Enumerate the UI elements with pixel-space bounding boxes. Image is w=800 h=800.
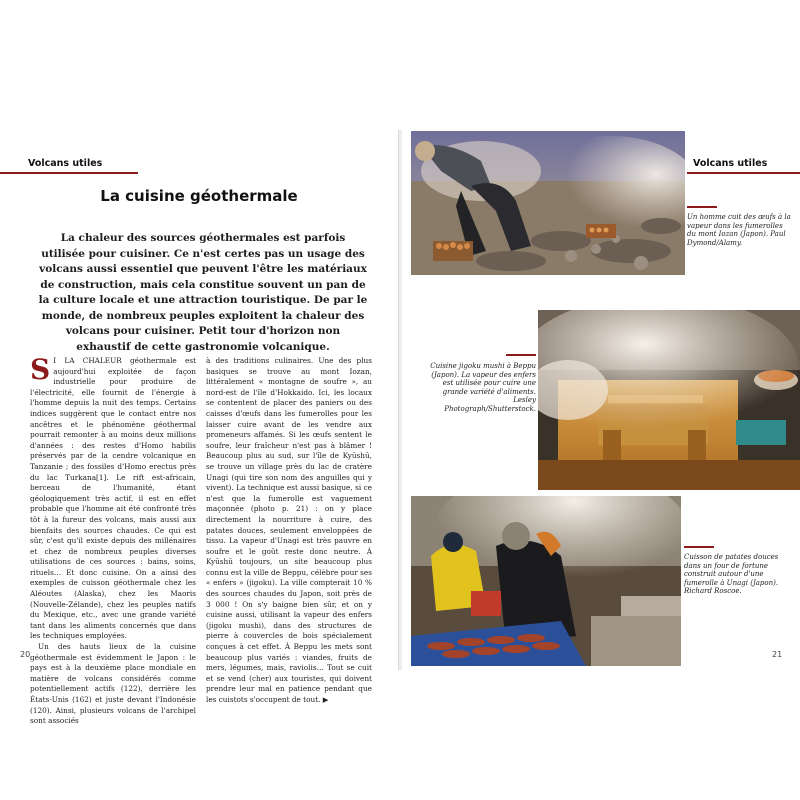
section-label-right: Volcans utiles [687, 158, 800, 174]
paragraph [30, 353, 196, 642]
photo-iozan-eggs [411, 131, 685, 275]
photo3-caption: Cuisson de patates douces dans un four de fortune construit autour d'une fumerolle à Unagi (Japon). Richard Roscoe. [684, 553, 779, 596]
drop-cap: S [30, 353, 51, 386]
page-number-left: 20 [20, 650, 31, 659]
photo-beppu-jigoku [538, 310, 800, 490]
text-column-2 [206, 356, 372, 706]
photo1-caption: Un homme cuit des œufs à la vapeur dans les fumerolles du mont Iozan (Japon). Paul Dymond/Alamy. [687, 213, 791, 247]
photo-unagi-sweet-potatoes [411, 496, 681, 666]
section-label-left: Volcans utiles [0, 158, 138, 174]
caption-accent-bar [684, 546, 714, 548]
paragraph: à des traditions culinaires. Une des plus basiques se trouve au mont Iozan, littéralement « montagne de soufre », au nord-est de l'île d'Hokkaido. Ici, les locaux se contentent de placer des paniers ou des caisses d'œufs dans les fumerolles pour les laisser cuire avant de les vendre aux promeneurs affamés. Si les œufs sentent le soufre, leur fraîcheur n'est pas à blâmer ! Beaucoup plus au sud, sur l'île de Kyūshū, se trouve un village près du lac de cratère Unagi (qui tire son nom des anguilles qui y vivent). La technique est aussi basique, si ce n'est que la fumerolle est vaguement maçonnée (photo p. 21) : on y place directement la nourriture à cuire, des patates douces, seulement enveloppées de tissu. La vapeur d'Unagi est très pauvre en soufre et le goût reste donc neutre. À Kyūshū toujours, un site beaucoup plus connu est la ville de Beppu, célèbre pour ses « enfers » (jigoku). La ville compterait 10 % des sources chaudes du Japon, soit près de 3 000 ! On s'y baigne bien sûr, et on y cuisine aussi, utilisant la vapeur des enfers (jigoku mushi), dans des structures de pierre à couvercles de bois spécialement conçues à cet effet. À Beppu les mets sont beaucoup plus variés : viandes, fruits de mers, légumes, mais, raviolis… Tout se cuit et se vend (cher) aux touristes, qui doivent prendre leur mal en patience pendant que les cuistots s'occupent de tout. ▶ [206, 356, 372, 704]
article-lead: La chaleur des sources géothermales est parfois utilisée pour cuisiner. Ce n'est certes pas un usage des volcans aussi essentiel que peuvent l'être les matériaux de construction, mais cela constitue souvent un pan de la culture locale et une attraction touristique. De par le monde, de nombreux peuples exploitent la chaleur des volcans pour cuisiner. Petit tour d'horizon non exhaustif de cette gastronomie volcanique. [38, 232, 368, 353]
photo-beppu-jigoku-image [538, 310, 800, 490]
paragraph-text: I LA CHALEUR géothermale est aujourd'hui exploitée de façon industrielle pour produire de l'électricité, elle fournit de l'énergie à l'homme depuis la nuit des temps. Certains indices suggèrent que le contact entre nos ancêtres et le phénomène géothermal pourrait remonter à au moins deux millions d'années : des restes d'Homo habilis préservés par de la cendre volcanique en Tanzanie ; des fossiles d'Homo erectus près du lac Turkana[1]. Le rift est-africain, berceau de l'humanité, étant géologiquement très actif, il est en effet probable que l'homme ait été confronté très tôt à la fureur des volcans, mais aussi aux bienfaits des sources chaudes. Ce qui est sûr, c'est qu'il existe depuis des millénaires et chez de nombreux peuples diverses utilisations de ces sources : bains, soins, rituels… Et donc cuisine. On a ainsi des exemples de cuisson géothermale chez les Aléoutes (Alaska), chez les Maoris (Nouvelle-Zélande), chez les peuples natifs du Mexique, etc., avec une grande variété tant dans les aliments concernés que dans les techniques employées. [30, 356, 196, 641]
caption-accent-bar [687, 206, 717, 208]
photo2-caption: Cuisine jigoku mushi à Beppu (Japon). La vapeur des enfers est utilisée pour cuire une grande variété d'aliments. Lesley Photograph/Shutterstock. [430, 362, 536, 413]
right-page [402, 130, 800, 670]
left-page [0, 130, 399, 726]
caption-accent-bar [506, 354, 536, 356]
page-number-right: 21 [772, 650, 783, 659]
paragraph: Un des hauts lieux de la cuisine géothermale est évidemment le Japon : le pays est à la deuxième place mondiale en matière de volcans considérés comme potentiellement actifs (122), derrière les États-Unis (162) et juste devant l'Indonésie (120). Ainsi, plusieurs volcans de l'archipel sont associés [30, 642, 196, 726]
article-title: La cuisine géothermale [100, 187, 298, 205]
photo-iozan-eggs-image [411, 131, 685, 275]
text-column-1 [30, 353, 196, 727]
photo-unagi-sweet-potatoes-image [411, 496, 681, 666]
